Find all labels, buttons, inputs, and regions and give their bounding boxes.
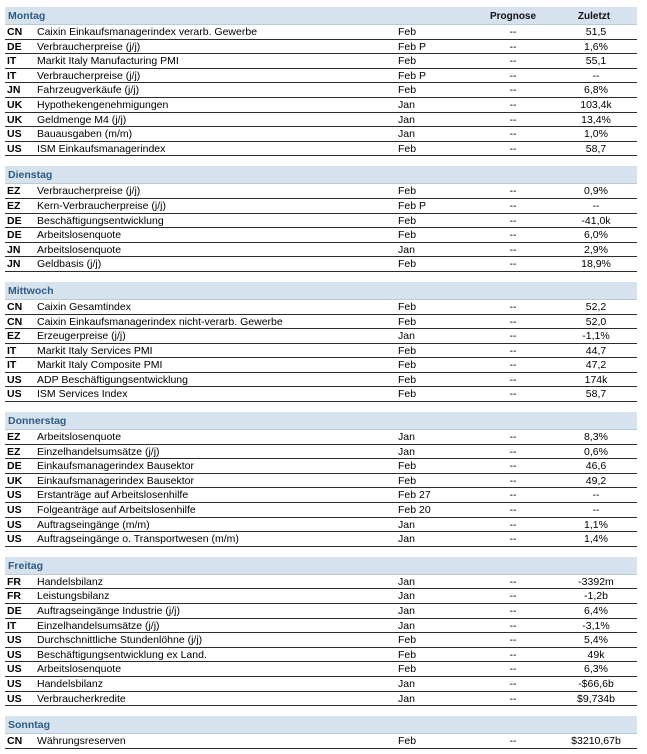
table-row [5,503,637,518]
section-spacer [5,706,637,716]
country-code: US [7,373,22,386]
section-spacer [5,402,637,412]
period: Feb [398,344,417,357]
period: Feb [398,388,417,401]
forecast-value: -- [509,214,517,227]
forecast-value: -- [509,533,517,546]
country-code: US [7,663,22,676]
country-code: DE [7,605,22,617]
indicator-name: Einzelhandelsumsätze (j/j) [37,445,160,458]
table-row [5,474,637,489]
forecast-value: -- [509,590,517,603]
table-row [5,142,637,157]
period: Feb [398,300,417,313]
country-code: DE [7,40,22,53]
indicator-name: Leistungsbilanz [37,590,110,603]
day-header [5,412,637,430]
table-row [5,329,637,344]
indicator-name: Einzelhandelsumsätze (j/j) [37,619,160,632]
table-row [5,69,637,84]
country-code: US [7,677,22,690]
forecast-value: -- [509,474,517,487]
table-row [5,300,637,315]
period: Feb 20 [398,504,431,517]
indicator-name: Währungsreserven [37,735,126,748]
indicator-name: Fahrzeugverkäufe (j/j) [37,84,140,97]
indicator-name: Auftragseingänge (m/m) [37,518,150,531]
last-value: 0,9% [584,185,608,198]
period: Feb [398,735,417,748]
country-code: US [7,692,22,705]
country-code: EZ [7,445,21,458]
country-code: EZ [7,185,21,198]
country-code: IT [7,359,17,372]
forecast-value: -- [509,26,517,38]
indicator-name: Beschäftigungsentwicklung [37,214,164,227]
forecast-value: -- [509,663,517,676]
period: Feb [398,460,417,473]
last-value: 1,1% [584,518,608,531]
table-row [5,83,637,98]
day-header [5,166,637,184]
forecast-value: -- [509,344,517,357]
last-value: 103,4k [580,98,612,111]
day-section [5,282,637,402]
table-row [5,692,637,707]
period: Feb [398,258,417,271]
last-value: -41,0k [581,214,611,227]
country-code: IT [7,619,17,632]
indicator-name: Erzeugerpreise (j/j) [37,330,126,343]
table-row [5,199,637,214]
indicator-name: ISM Einkaufsmanagerindex [37,142,166,155]
last-value: 6,4% [584,605,608,617]
country-code: US [7,128,22,141]
day-title: Dienstag [8,169,53,182]
indicator-name: ISM Services Index [37,388,128,401]
country-code: JN [7,258,21,271]
last-value: -- [592,489,600,502]
period: Feb [398,474,417,487]
forecast-value: -- [509,735,517,748]
table-row [5,518,637,533]
table-row [5,373,637,388]
period: Jan [398,605,415,617]
last-value: 47,2 [585,359,607,372]
period: Feb P [398,199,427,212]
table-row [5,344,637,359]
country-code: CN [7,315,23,328]
indicator-name: Markit Italy Composite PMI [37,359,163,372]
indicator-name: ADP Beschäftigungsentwicklung [37,373,188,386]
table-row [5,214,637,229]
period: Jan [398,692,415,705]
table-row [5,228,637,243]
forecast-value: -- [509,460,517,473]
period: Jan [398,98,415,111]
table-row [5,127,637,142]
country-code: UK [7,474,23,487]
last-value: 13,4% [581,113,611,126]
section-spacer [5,272,637,282]
period: Feb [398,648,417,661]
period: Feb P [398,40,427,53]
forecast-value: -- [509,243,517,256]
day-header [5,557,637,575]
table-row [5,40,637,55]
day-title: Mittwoch [8,284,54,297]
period: Jan [398,113,415,126]
last-value: 0,6% [584,445,608,458]
period: Jan [398,330,415,343]
country-code: EZ [7,330,21,343]
last-value: 174k [584,373,608,386]
period: Feb [398,55,417,68]
indicator-name: Arbeitslosenquote [37,243,122,256]
forecast-value: -- [509,504,517,517]
table-row [5,648,637,663]
day-title: Sonntag [8,719,50,732]
country-code: IT [7,69,17,82]
table-row [5,532,637,547]
period: Jan [398,619,415,632]
last-value: $9,734b [577,692,615,705]
last-value: 18,9% [581,258,611,271]
country-code: CN [7,735,23,748]
forecast-value: -- [509,199,517,212]
period: Jan [398,445,415,458]
day-section [5,166,637,272]
forecast-value: -- [509,113,517,126]
indicator-name: Handelsbilanz [37,575,103,588]
period: Jan [398,677,415,690]
last-value: 1,4% [584,533,608,546]
country-code: US [7,533,22,546]
forecast-value: -- [509,315,517,328]
table-row [5,184,637,199]
forecast-value: -- [509,575,517,588]
forecast-value: -- [509,300,517,313]
last-value: 49k [587,648,605,661]
day-title: Donnerstag [8,415,67,428]
indicator-name: Durchschnittliche Stundenlöhne (j/j) [37,634,203,647]
last-value: 1,0% [584,128,608,141]
day-header [5,282,637,300]
forecast-value: -- [509,55,517,68]
period: Feb [398,634,417,647]
table-row [5,315,637,330]
period: Jan [398,590,415,603]
day-section [5,716,637,749]
table-row [5,387,637,402]
table-row [5,430,637,445]
period: Feb [398,185,417,198]
economic-calendar [5,7,637,749]
table-row [5,677,637,692]
day-header [5,716,637,734]
last-value: 6,8% [584,84,608,97]
last-value: 6,3% [584,663,608,676]
country-code: EZ [7,431,21,444]
last-value: 46,6 [585,460,607,473]
day-title: Montag [8,10,46,22]
period: Jan [398,431,415,444]
period: Feb [398,373,417,386]
last-value: 2,9% [584,243,608,256]
indicator-name: Hypothekengenehmigungen [37,98,169,111]
forecast-value: -- [509,69,517,82]
forecast-value: -- [509,40,517,53]
country-code: US [7,388,22,401]
country-code: US [7,648,22,661]
column-header-last: Zuletzt [577,11,611,22]
forecast-value: -- [509,258,517,271]
table-row [5,54,637,69]
country-code: FR [7,590,21,603]
country-code: IT [7,344,17,357]
forecast-value: -- [509,185,517,198]
period: Feb [398,84,417,97]
indicator-name: Caixin Einkaufsmanagerindex verarb. Gewerbe [37,26,258,38]
last-value: 58,7 [585,142,607,155]
country-code: FR [7,575,21,588]
indicator-name: Bauausgaben (m/m) [37,128,133,141]
country-code: UK [7,98,23,111]
last-value: 1,6% [584,40,608,53]
forecast-value: -- [509,431,517,444]
indicator-name: Arbeitslosenquote [37,431,122,444]
last-value: $3210,67b [571,735,621,748]
day-section [5,557,637,706]
period: Jan [398,575,415,588]
indicator-name: Einkaufsmanagerindex Bausektor [37,460,195,473]
last-value: -1,1% [582,330,610,343]
country-code: IT [7,55,17,68]
forecast-value: -- [509,489,517,502]
section-spacer [5,547,637,557]
indicator-name: Geldbasis (j/j) [37,258,102,271]
day-title: Freitag [8,559,44,572]
last-value: -- [592,69,600,82]
forecast-value: -- [509,692,517,705]
country-code: DE [7,229,22,242]
table-row [5,98,637,113]
period: Feb [398,142,417,155]
last-value: 52,0 [585,315,607,328]
table-row [5,459,637,474]
table-row [5,243,637,258]
table-row [5,113,637,128]
country-code: US [7,142,22,155]
forecast-value: -- [509,634,517,647]
indicator-name: Arbeitslosenquote [37,663,122,676]
table-row [5,358,637,373]
indicator-name: Verbraucherpreise (j/j) [37,69,141,82]
period: Feb P [398,69,427,82]
table-row [5,619,637,634]
forecast-value: -- [509,648,517,661]
last-value: -3392m [578,575,614,588]
table-row [5,734,637,749]
last-value: 8,3% [584,431,608,444]
country-code: US [7,489,22,502]
indicator-name: Verbraucherpreise (j/j) [37,185,141,198]
table-row [5,589,637,604]
column-header-forecast: Prognose [489,11,537,22]
indicator-name: Markit Italy Services PMI [37,344,153,357]
indicator-name: Geldmenge M4 (j/j) [37,113,127,126]
country-code: JN [7,243,21,256]
last-value: 52,2 [585,300,607,313]
indicator-name: Verbraucherpreise (j/j) [37,40,141,53]
forecast-value: -- [509,677,517,690]
forecast-value: -- [509,373,517,386]
forecast-value: -- [509,445,517,458]
last-value: 58,7 [585,388,607,401]
forecast-value: -- [509,330,517,343]
country-code: US [7,504,22,517]
period: Jan [398,128,415,141]
period: Jan [398,518,415,531]
last-value: 6,0% [584,229,608,242]
last-value: -$66,6b [578,677,614,690]
day-section [5,7,637,156]
country-code: CN [7,26,23,38]
country-code: DE [7,214,22,227]
forecast-value: -- [509,619,517,632]
last-value: -3,1% [582,619,610,632]
period: Feb [398,229,417,242]
period: Feb [398,315,417,328]
indicator-name: Markit Italy Manufacturing PMI [37,55,179,68]
forecast-value: -- [509,605,517,617]
table-row [5,25,637,40]
period: Jan [398,243,415,256]
period: Feb [398,214,417,227]
indicator-name: Handelsbilanz [37,677,103,690]
forecast-value: -- [509,98,517,111]
last-value: -- [592,199,600,212]
country-code: UK [7,113,23,126]
forecast-value: -- [509,142,517,155]
period: Feb [398,663,417,676]
forecast-value: -- [509,229,517,242]
country-code: US [7,518,22,531]
indicator-name: Verbraucherkredite [37,692,126,705]
last-value: 51,5 [585,26,607,38]
indicator-name: Auftragseingänge o. Transportwesen (m/m) [37,533,239,546]
country-code: DE [7,460,22,473]
day-section [5,412,637,547]
country-code: CN [7,300,23,313]
day-header [5,7,637,25]
period: Feb [398,359,417,372]
indicator-name: Kern-Verbraucherpreise (j/j) [37,199,166,212]
indicator-name: Einkaufsmanagerindex Bausektor [37,474,195,487]
table-row [5,633,637,648]
table-row [5,604,637,619]
table-row [5,445,637,460]
country-code: US [7,634,22,647]
section-spacer [5,156,637,166]
table-row [5,662,637,677]
last-value: -- [592,504,600,517]
period: Jan [398,533,415,546]
country-code: EZ [7,199,21,212]
forecast-value: -- [509,518,517,531]
last-value: 5,4% [584,634,608,647]
last-value: 44,7 [585,344,607,357]
period: Feb 27 [398,489,431,502]
forecast-value: -- [509,388,517,401]
indicator-name: Beschäftigungsentwicklung ex Land. [37,648,207,661]
last-value: 49,2 [585,474,607,487]
forecast-value: -- [509,359,517,372]
indicator-name: Auftragseingänge Industrie (j/j) [37,605,180,617]
table-row [5,257,637,272]
indicator-name: Caixin Gesamtindex [37,300,131,313]
forecast-value: -- [509,128,517,141]
last-value: -1,2b [584,590,608,603]
table-row [5,575,637,590]
forecast-value: -- [509,84,517,97]
period: Feb [398,26,417,38]
indicator-name: Erstanträge auf Arbeitslosenhilfe [37,489,189,502]
country-code: JN [7,84,21,97]
table-row [5,488,637,503]
indicator-name: Folgeanträge auf Arbeitslosenhilfe [37,504,196,517]
indicator-name: Caixin Einkaufsmanagerindex nicht-verarb. Gewerbe [37,315,283,328]
indicator-name: Arbeitslosenquote [37,229,122,242]
last-value: 55,1 [585,55,607,68]
